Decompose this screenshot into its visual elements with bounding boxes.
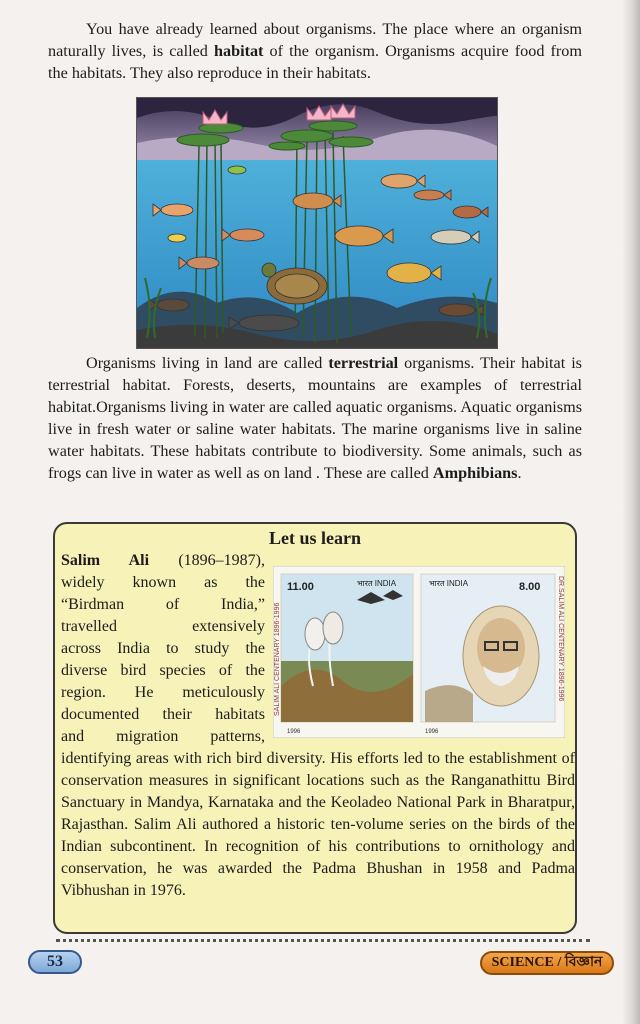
salim-ali-rest-text: identifying areas with rich bird diversity. His efforts led to the establishment of conservation measures in significant locations such as the Ranganathittu Bird Sanctuary in Mandya, Karnataka and the Keoladeo National Park in Bharatpur, Rajasthan. Salim Ali authored a historic ten-volume series on the birds of the Indian subcontinent. In recognition of his contributions to ornithology and conservation, he was awarded the Padma Bhushan in 1958 and Padma Vibhushan in 1976. [61,750,575,899]
footer-dotted-rule [56,939,590,942]
learn-line-6: diverse bird species of the [61,662,265,679]
intro-line-2c: of the organism. Organisms [263,42,455,60]
stamp-left-country: भारत INDIA [357,579,397,588]
let-us-learn-title: Let us learn [269,528,361,548]
learn-line-8: documented their habitats [61,706,265,723]
stamp-left-year: 1996 [287,729,301,735]
aquatic-habitat-illustration [136,97,498,349]
subject-label: SCIENCE / বিজ্ঞান [480,951,614,975]
terrestrial-term: terrestrial [328,354,399,372]
intro-line-2a: organism naturally lives, is called [48,20,582,60]
page-edge-shadow [622,0,640,1024]
learn-line-4: travelled extensively [61,618,265,635]
intro-line-1: You have already learned about organisms. The place where an [86,20,516,38]
terrestrial-text-1: Organisms living in land are called [86,354,329,372]
stamp-right-side-text: DR.SALIM ALI CENTENARY 1896-1996 [557,576,564,702]
stamp-left-value: 11.00 [287,581,314,593]
salim-ali-name: Salim Ali [61,552,150,569]
learn-line-2: widely known as the [61,574,265,591]
intro-paragraph [48,18,582,84]
terrestrial-paragraph [48,352,582,484]
salim-ali-stamp-pair [273,566,565,738]
learn-line-9: and migration patterns, [61,728,265,745]
let-us-learn-box [53,522,577,934]
habitat-term: habitat [213,42,264,60]
stamp-right-country: भारत INDIA [429,579,469,588]
salim-ali-wrapped-lines [61,550,265,748]
stamp-left-side-text: SALIM ALI CENTENARY 1896-1996 [274,602,281,716]
learn-line-3: “Birdman of India,” [61,596,265,613]
salim-ali-years: (1896–1987), [149,552,265,569]
amphibians-term: Amphibians [432,464,518,482]
learn-line-5: across India to study the [61,640,265,657]
terrestrial-text-3: organisms. Their habitat is terrestrial habitat. Forests, deserts, mountains are examples of terrestrial habitat.Organisms living in water are called aquatic organisms. Aquatic organisms live in fresh water or saline water habitats. The marine organisms live in saline water habitats. These habitats contribute to biodiversity. Some animals, such as frogs can live in water as well as on land . These are called [48,354,582,482]
page-number: 53 [28,950,82,974]
terrestrial-text-5: . [517,464,522,482]
intro-line-3: acquire food from the habitats. They also reproduce in their habitats. [48,42,582,82]
learn-line-7: region. He meticulously [61,684,265,701]
stamp-right-year: 1996 [425,729,439,735]
stamp-right-value: 8.00 [519,581,541,593]
